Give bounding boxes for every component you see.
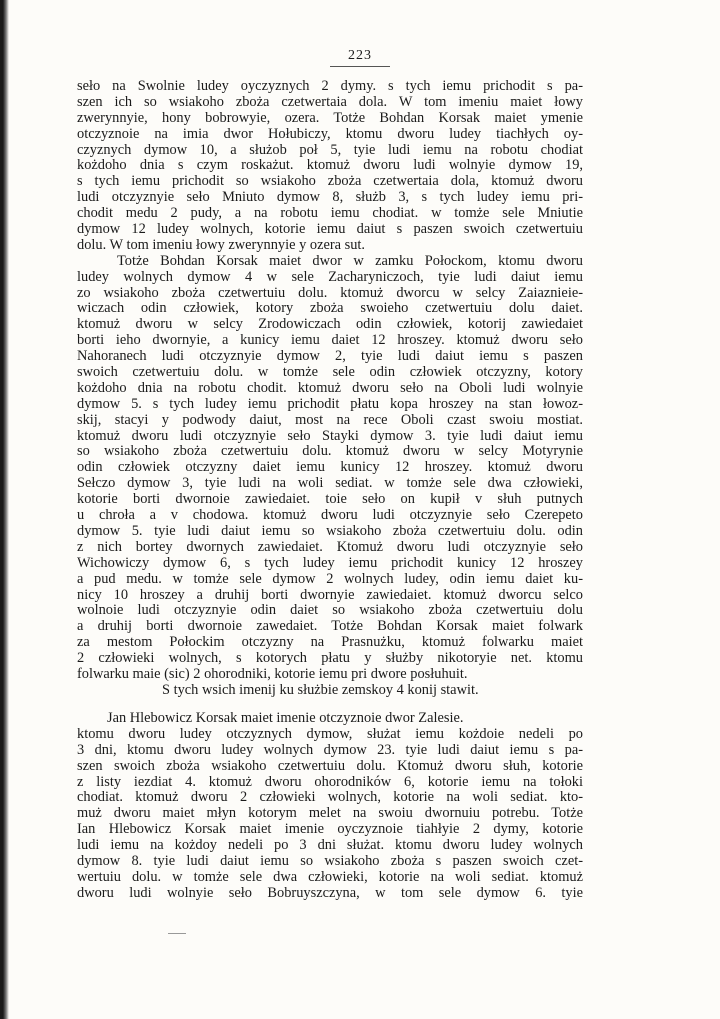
text-line: chodiat. ktomuż dworu 2 człowieki wolnych, kotorie na woli sediat. kto- xyxy=(77,790,583,806)
text-block-1 xyxy=(77,79,583,699)
text-line: folwarku maie (sic) 2 ohorodniki, kotorie iemu pri dwore posłuhuit. xyxy=(77,666,468,682)
text-line: 3 dni, ktomu dworu ludey wolnych dymow 23. tyie ludi daiut iemu s pa- xyxy=(77,742,583,758)
text-line: ludi iemu na kożdoy nedeli po 3 dni służat. ktomu dworu ludey wolnych xyxy=(77,838,583,854)
text-line: muż dworu maiet młyn kotorym melet na swoiu dwornuiu potrebu. Totże xyxy=(77,806,583,822)
text-line: kożdoho dnia na robotu chodit. ktomuż dworu seło na Oboli ludi wolnyie xyxy=(77,380,583,396)
text-line: ktomu dworu ludey otczyznych dymow, służat iemu kożdoie nedeli po xyxy=(77,726,583,742)
text-line: u chroła a v chodowa. ktomuż dworu ludi otczyznyie seło Czerepeto xyxy=(77,508,583,524)
text-line: ktomuż dworu ludi otczyznyie seło Stayki dymow 3. tyie ludi daiut iemu xyxy=(77,428,583,444)
text-line: Jan Hlebowicz Korsak maiet imenie otczyznoie dwor Zalesie. xyxy=(107,711,464,726)
text-line: seło na Swolnie ludey oyczyznych 2 dymy. s tych iemu prichodit s pa- xyxy=(77,79,583,94)
text-line: dymow 12 ludey wolnych, kotorie iemu daiut s paszen swoich czetwertuiu xyxy=(77,222,583,238)
text-line: Ian Hlebowicz Korsak maiet imenie oyczyznoie tiahłyie 2 dymy, kotorie xyxy=(77,822,583,838)
text-line: s tych iemu prichodit so wsiakoho zboża czetwertaia dola, ktomuż dworu xyxy=(77,174,583,190)
ink-mark xyxy=(168,933,186,934)
text-line: za mestom Połockim otczyzny na Prasnużku, ktomuż folwarku maiet xyxy=(77,635,583,651)
text-line: Totże Bohdan Korsak maiet dwor w zamku Połockom, ktomu dworu xyxy=(117,253,583,269)
summary-line: S tych wsich imenij ku służbie zemskoy 4 konij stawit. xyxy=(162,682,479,698)
text-line: skij, stacyi y podwody daiut, most na rece Oboli czast swoiu mostiat. xyxy=(77,412,583,428)
text-line: czyznych dymow 10, a służob poł 5, tyie ludi iemu na robotu chodiat xyxy=(77,142,583,158)
text-line: odin człowiek otczyzny daiet iemu kunicy 12 hroszey. ktomuż dworu xyxy=(77,460,583,476)
text-line: a druhij borti dwornoie zawedaiet. Totże Bohdan Korsak maiet folwark xyxy=(77,619,583,635)
text-line: so wsiakoho zboża czetwertuiu dolu. ktomuż dworu w selcy Motyrynie xyxy=(77,444,583,460)
text-line: swoich czetwertuiu dolu. w tomże sele odin człowiek otczyzny, kotory xyxy=(77,365,583,381)
text-line: wolnoie ludi otczyznyie odin daiet so wsiakoho zboża czetwertuiu dolu xyxy=(77,603,583,619)
text-line: chodit medu 2 pudy, a na robotu iemu chodiat. w tomże sele Mniutie xyxy=(77,206,583,222)
text-line: a pud medu. w tomże sele dymow 2 wolnych ludey, odin iemu daiet ku- xyxy=(77,571,583,587)
text-line: nicy 10 hroszey a druhij borti dwornyie zawiedaiet. ktomuż dworcu selco xyxy=(77,587,583,603)
text-line: szen ich so wsiakoho zboża czetwertaia dola. W tom imeniu maiet łowy xyxy=(77,94,583,110)
text-line: ktomuż dworu w selcy Zrodowiczach odin człowiek, kotorij zawiedaiet xyxy=(77,317,583,333)
text-line: ludey wolnych dymow 4 w sele Zacharyniczoch, tyie ludi daiut iemu xyxy=(77,269,583,285)
scan-edge-shadow xyxy=(0,0,9,1019)
text-line: z nich bortey dwornych zawiedaiet. Ktomuż dworu ludi otczyznyie seło xyxy=(77,539,583,555)
text-line: borti ieho dwornyie, a kunicy iemu daiet 12 hroszey. ktomuż dworu seło xyxy=(77,333,583,349)
text-line: zo wsiakoho zboża czetwertuiu dolu. ktomuż dworcu w selcy Zaiaznieie- xyxy=(77,285,583,301)
text-line: Nahoranech ludi otczyznyie dymow 2, tyie ludi daiut iemu s paszen xyxy=(77,349,583,365)
text-line: zwerynnyie, hony bobrowyie, ozera. Totże Bohdan Korsak maiet ymenie xyxy=(77,110,583,126)
text-line: otczyznoie na imia dwor Hołubiczy, ktomu dworu ludey tiachłych oy- xyxy=(77,126,583,142)
page-number: 223 xyxy=(348,48,372,63)
text-line: szen swoich zboża wsiakoho czetwertuiu dolu. Ktomuż dworu słuh, kotorie xyxy=(77,758,583,774)
text-block-2 xyxy=(77,711,583,902)
text-line: kożdoho dnia s czym roskażut. ktomuż dworu ludi wolnyie dymow 19, xyxy=(77,158,583,174)
text-line: dymow 5. s tych ludey iemu prichodit płatu kopa hroszey na stan łowoz- xyxy=(77,396,583,412)
text-line: dymow 8. tyie ludi daiut iemu so wsiakoho zboża s paszen swoich czet- xyxy=(77,854,583,870)
text-line: dolu. W tom imeniu łowy zwerynnyie y ozera sut. xyxy=(77,237,366,253)
page-number-rule xyxy=(330,66,390,67)
text-line: Wichowiczy dymow 6, s tych ludey iemu prichodit kunicy 12 hroszey xyxy=(77,555,583,571)
text-line: z listy iezdiat 4. ktomuż dworu ohorodników 6, kotorie iemu na tołoki xyxy=(77,774,583,790)
text-line: ludi otczyznyie seło Mniuto dymow 8, służb 3, s tych ludey iemu pri- xyxy=(77,190,583,206)
text-line: dymow 5. tyie ludi daiut iemu so wsiakoho zboża czetwertuiu dolu. odin xyxy=(77,523,583,539)
text-line: wiczach odin człowiek, kotory zboża swoieho czetwertuiu dolu daiet. xyxy=(77,301,583,317)
text-line: wertuiu dolu. w tomże sele dwa człowieki, kotorie na woli sediat. ktomuż xyxy=(77,869,583,885)
text-line: kotorie borti dwornoie zawiedaiet. toie seło on kupił v słuh putnych xyxy=(77,492,583,508)
text-line: 2 człowieki wolnych, s kotorych płatu y służby nikotoryie net. ktomu xyxy=(77,651,583,667)
text-line: dworu ludi wolnyie seło Bobruyszczyna, w tom sele dymow 6. tyie xyxy=(77,885,583,901)
text-line: Sełczo dymow 3, tyie ludi na woli sediat. w tomże sele dwa człowieki, xyxy=(77,476,583,492)
